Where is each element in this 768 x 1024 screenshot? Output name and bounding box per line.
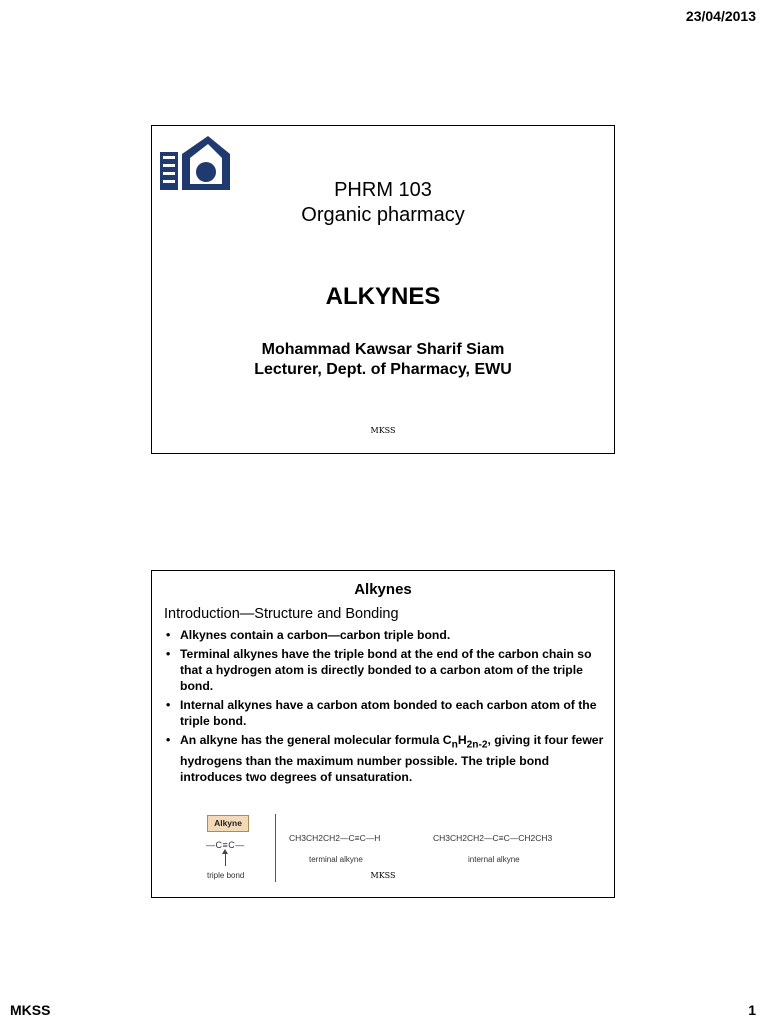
course-heading (152, 178, 614, 228)
author-block (152, 340, 614, 380)
internal-alkyne-label: internal alkyne (468, 855, 520, 864)
bullet-icon: • (166, 733, 171, 747)
triple-bond-label: triple bond (207, 871, 245, 880)
slide-title: Alkynes (354, 581, 412, 598)
internal-alkyne-formula: CH3CH2CH2—C≡C—CH2CH3 (433, 833, 553, 843)
course-code: PHRM 103 (334, 179, 432, 201)
bullet-icon: • (166, 698, 171, 712)
course-name: Organic pharmacy (301, 204, 465, 226)
alkyne-label-box: Alkyne (207, 815, 249, 832)
arrow-shaft (225, 852, 226, 866)
bullet-item: • Internal alkynes have a carbon atom bonded to each carbon atom of the triple bond. (166, 698, 597, 728)
slide-subtitle: Introduction—Structure and Bonding (164, 606, 399, 622)
slide-watermark: MKSS (370, 426, 396, 435)
bullet-item: • Terminal alkynes have the triple bond at the end of the carbon chain so that a hydrogen atom is directly bonded to a carbon atom of the triple bond. (166, 647, 592, 693)
bullet-icon: • (166, 647, 171, 661)
bullet-icon: • (166, 628, 171, 642)
page-number: 1 (748, 1002, 756, 1018)
terminal-alkyne-formula: CH3CH2CH2—C≡C—H (289, 833, 381, 843)
bullet-item: • Alkynes contain a carbon—carbon triple bond. (166, 628, 451, 642)
triple-bond-structure: —C≡C— (206, 840, 245, 850)
slide-watermark: MKSS (370, 871, 396, 880)
content-slide (151, 570, 615, 898)
author-position: Lecturer, Dept. of Pharmacy, EWU (254, 361, 512, 378)
bullet-list (166, 627, 606, 788)
terminal-alkyne-label: terminal alkyne (309, 855, 363, 864)
page-date: 23/04/2013 (685, 8, 756, 24)
title-slide (151, 125, 615, 454)
footer-author: MKSS (10, 1002, 51, 1018)
topic-title: ALKYNES (325, 283, 441, 310)
bullet-item: • An alkyne has the general molecular formula $C_nH_{2n-2}$, giving it four fewer hydrogens than the maximum number possible. The triple bond introduces two degrees of unsaturation. (166, 733, 604, 785)
author-name: Mohammad Kawsar Sharif Siam (261, 341, 505, 358)
